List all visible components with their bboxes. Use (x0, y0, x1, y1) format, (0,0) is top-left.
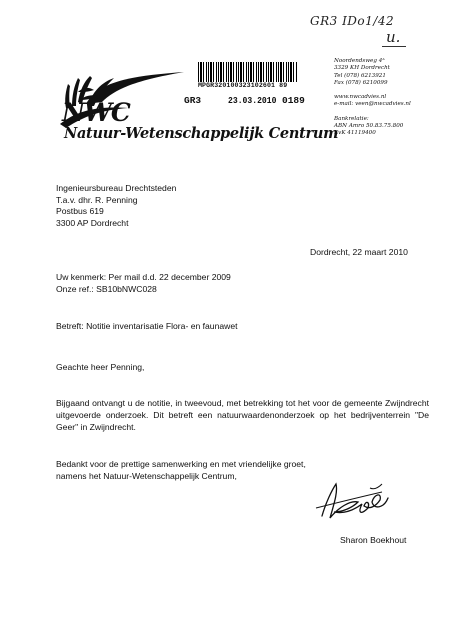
closing-organisation: namens het Natuur-Wetenschappelijk Centrum, (56, 470, 237, 481)
closing (56, 459, 306, 482)
handwritten-initial: u. (382, 28, 406, 47)
stamp-number: 0189 (282, 95, 305, 106)
contact-block (334, 58, 446, 138)
recipient-pobox: Postbus 619 (56, 206, 104, 216)
bank-label: Bankrelatie: (334, 115, 369, 122)
references (56, 272, 231, 295)
stamp-date: 23.03.2010 (228, 95, 277, 106)
recipient-attention: T.a.v. dhr. R. Penning (56, 194, 138, 205)
stamp-code: GR3 (184, 95, 202, 106)
fax-number: Fax (078) 6210099 (334, 79, 388, 86)
website: www.nwcadvies.nl (334, 94, 387, 101)
logo-monogram: NWC (62, 98, 130, 127)
letter-date: Dordrecht, 22 maart 2010 (310, 247, 408, 257)
salutation: Geachte heer Penning, (56, 362, 145, 372)
kvk-number: KvK 41119400 (334, 130, 376, 137)
closing-greeting: Bedankt voor de prettige samenwerking en met vriendelijke groet, (56, 459, 306, 469)
registration-barcode (198, 62, 298, 82)
bank-account: ABN Amro 50.83.75.800 (334, 123, 404, 130)
your-reference: Uw kenmerk: Per mail d.d. 22 december 2009 (56, 272, 231, 282)
signatory-name: Sharon Boekhout (340, 535, 407, 545)
email: e-mail: veen@nwcadvies.nl (334, 101, 411, 108)
barcode-text: MPGR320100323102601 89 (198, 82, 288, 89)
recipient-address (56, 183, 176, 229)
body-paragraph: Bijgaand ontvangt u de notitie, in tweevoud, met betrekking tot het voor de gemeente Zwijndrecht uitgevoerde onderzoek. Dit betreft een natuurwaardenonderzoek op het bedrijventerrein "De Geer" in Zwijndrecht. (56, 398, 429, 432)
handwritten-reference: GR3 IDo1/42 (310, 14, 395, 28)
recipient-company: Ingenieursbureau Drechtsteden (56, 183, 177, 193)
phone-number: Tel (078) 6213921 (334, 72, 386, 79)
our-reference: Onze ref.: SB10bNWC028 (56, 283, 157, 294)
logo-company-name: Natuur-Wetenschappelijk Centrum (64, 125, 339, 142)
letter-subject: Betreft: Notitie inventarisatie Flora- en faunawet (56, 321, 238, 331)
recipient-city: 3300 AP Dordrecht (56, 217, 129, 228)
address-city: 3329 KH Dordrecht (334, 65, 390, 72)
handwritten-signature (312, 478, 392, 526)
address-street: Noordendsweg 4ᴬ (334, 58, 385, 64)
